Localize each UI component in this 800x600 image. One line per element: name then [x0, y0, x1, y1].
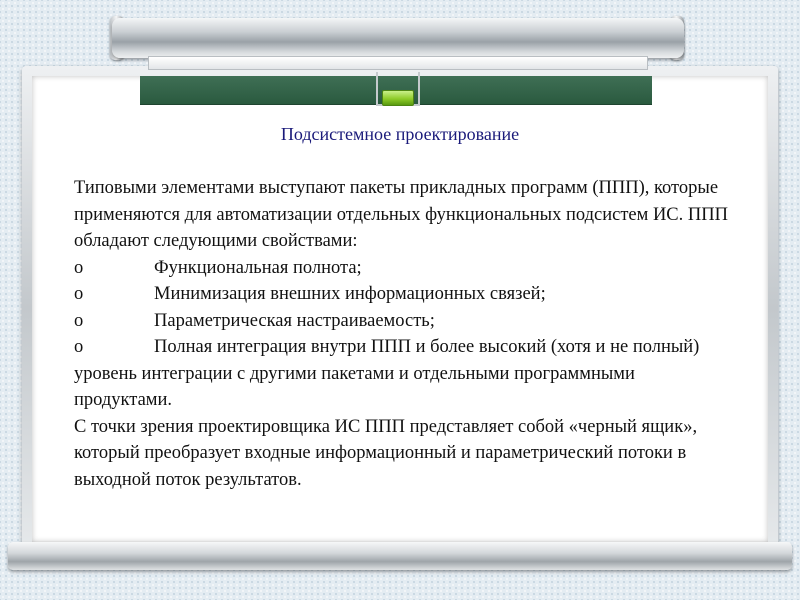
top-roller — [112, 18, 684, 58]
intro-paragraph: Типовыми элементами выступают пакеты прикладных программ (ППП), которые применяются для автоматизации отдельных функциональных подсистем ИС. ППП обладают следующими свойствами: — [74, 178, 728, 251]
bottom-roller — [8, 542, 792, 570]
slide-content — [74, 175, 734, 493]
bullet-marker: o — [74, 284, 84, 304]
slide-title: Подсистемное проектирование — [280, 124, 520, 144]
bullet-item — [74, 255, 734, 282]
bullet-text: Функциональная полнота; — [154, 257, 362, 278]
bullet-item-wrapping — [74, 334, 734, 414]
bullet-marker: o — [74, 337, 84, 357]
bullet-item — [74, 281, 734, 308]
roller-band — [148, 56, 648, 70]
bullet-marker: o — [74, 310, 84, 331]
conclusion-paragraph: С точки зрения проектировщика ИС ППП представляет собой «черный ящик», который преобразует входные информационный и параметрический потоки в выходной поток результатов. — [74, 416, 698, 490]
bullet-item — [74, 308, 734, 335]
green-clip-tab — [382, 90, 414, 106]
bullet-text: Параметрическая настраиваемость; — [154, 310, 435, 331]
bullet-marker: o — [74, 257, 84, 278]
bullet-text: Полная интеграция внутри ППП и более высокий (хотя и не полный) уровень интеграции с другими пакетами и отдельными программными продуктами. — [74, 337, 700, 410]
bullet-text: Минимизация внешних информационных связей; — [154, 284, 546, 304]
